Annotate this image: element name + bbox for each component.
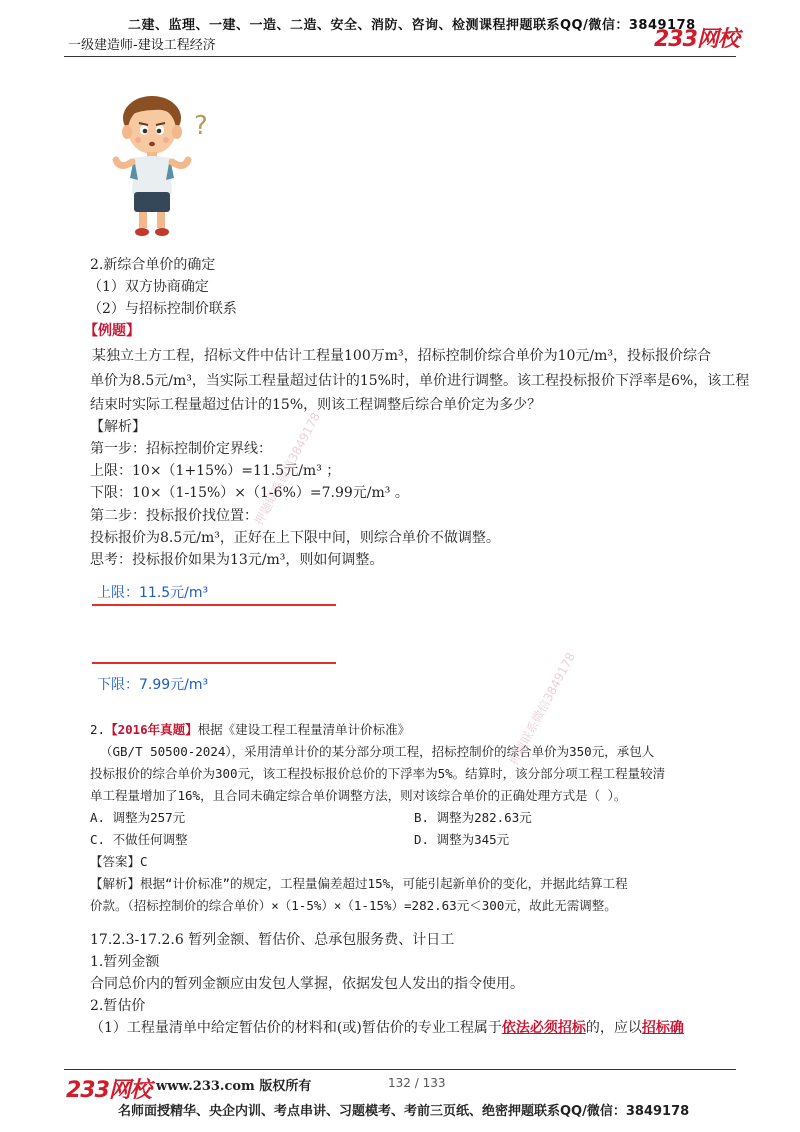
analysis-tag: 【解析】 [90, 419, 146, 435]
option-a: A. 调整为257元 [90, 810, 186, 825]
subsection-text: 合同总价内的暂列金额应由发包人掌握，依据发包人发出的指令使用。 [90, 976, 524, 992]
text-segment: 的，应以 [585, 1020, 642, 1036]
watermark: 押题联系微信3849178 [251, 410, 324, 528]
question-text-line: 投标报价的综合单价为300元，该工程投标报价总价的下浮率为5%。结算时，该分部分项工程工程量较清 [90, 766, 666, 781]
analysis-upper: 上限：10×（1+15%）=11.5元/m³ ； [90, 463, 341, 479]
option-c: C. 不做任何调整 [90, 832, 188, 847]
example-tag: 【例题】 [84, 323, 140, 339]
handwritten-lower-limit: 下限：7.99元/m³ [97, 677, 209, 693]
exam-year-tag: 【2016年真题】 [105, 722, 198, 737]
section-item: （2）与招标控制价联系 [88, 301, 237, 317]
analysis-step: 第二步：投标报价找位置： [90, 508, 258, 524]
lower-limit-line [92, 662, 336, 664]
subsection-title: 1.暂列金额 [90, 954, 160, 970]
question-mark-icon: ? [194, 111, 208, 141]
question-text-line: 单工程量增加了16%，且合同未确定综合单价调整方法，则对该综合单价的正确处理方式是（ ）。 [90, 788, 627, 803]
highlight-must-tender: 依法必须招标 [501, 1020, 586, 1036]
explanation-line: 价款。（招标控制价的综合单价）×（1-5%）×（1-15%）=282.63元＜300元，故此无需调整。 [90, 898, 617, 913]
handwritten-upper-limit: 上限：11.5元/m³ [97, 585, 209, 601]
example-text-line: 某独立土方工程，招标文件中估计工程量100万m³，招标控制价综合单价为10元/m³，投标报价综合 [92, 348, 712, 364]
analysis-think: 思考：投标报价如果为13元/m³，则如何调整。 [90, 552, 384, 568]
confused-boy-illustration [110, 86, 225, 238]
analysis-bid: 投标报价为8.5元/m³，正好在上下限中间，则综合单价不做调整。 [90, 530, 500, 546]
footer-copyright: www.233.com 版权所有 [156, 1079, 312, 1094]
watermark: 押题联系微信3849178 [506, 650, 579, 768]
question-number: 2. [90, 722, 106, 737]
analysis-step: 第一步：招标控制价定界线： [90, 441, 272, 457]
section-title: 2.新综合单价的确定 [90, 257, 216, 273]
question-text: 根据《建设工程工程量清单计价标准》 [197, 722, 411, 737]
header-rule [64, 56, 736, 57]
page-number: 132 / 133 [388, 1076, 446, 1090]
option-d: D. 调整为345元 [414, 832, 510, 847]
question-text-line: （GB/T 50500-2024），采用清单计价的某分部分项工程，招标控制价的综合单价为350元，承包人 [100, 744, 655, 759]
footer-logo: 233网校 [66, 1078, 151, 1103]
header-promo-text: 二建、监理、一建、一造、二造、安全、消防、咨询、检测课程押题联系QQ/微信：3849178 [128, 18, 696, 33]
explanation-line: 【解析】根据“计价标准”的规定，工程量偏差超过15%，可能引起新单价的变化，并据此结算工程 [90, 876, 628, 891]
text-segment: （1）工程量清单中给定暂估价的材料和(或)暂估价的专业工程属于 [90, 1020, 502, 1036]
answer-line: 【答案】C [90, 854, 148, 869]
section-item: （1）双方协商确定 [88, 279, 209, 295]
footer-rule [64, 1069, 736, 1070]
example-text-line: 结束时实际工程量超过估计的15%，则该工程调整后综合单价定为多少？ [90, 397, 542, 413]
subsection-text [90, 1018, 684, 1038]
analysis-lower: 下限：10×（1-15%）×（1-6%）=7.99元/m³ 。 [90, 485, 409, 501]
section-heading: 17.2.3-17.2.6 暂列金额、暂估价、总承包服务费、计日工 [90, 932, 455, 948]
upper-limit-line [92, 604, 336, 606]
highlight-tender-confirm: 招标确 [641, 1020, 684, 1036]
option-b: B. 调整为282.63元 [414, 810, 532, 825]
header-subject: 一级建造师-建设工程经济 [68, 38, 216, 53]
example-text-line: 单价为8.5元/m³，当实际工程量超过估计的15%时，单价进行调整。该工程投标报价下浮率是6%，该工程 [90, 373, 750, 389]
footer-promo-text: 名师面授精华、央企内训、考点串讲、习题模考、考前三页纸、绝密押题联系QQ/微信：3849178 [118, 1104, 690, 1119]
subsection-title: 2.暂估价 [90, 998, 146, 1014]
question-header [90, 720, 410, 738]
header-logo: 233网校 [654, 27, 739, 52]
